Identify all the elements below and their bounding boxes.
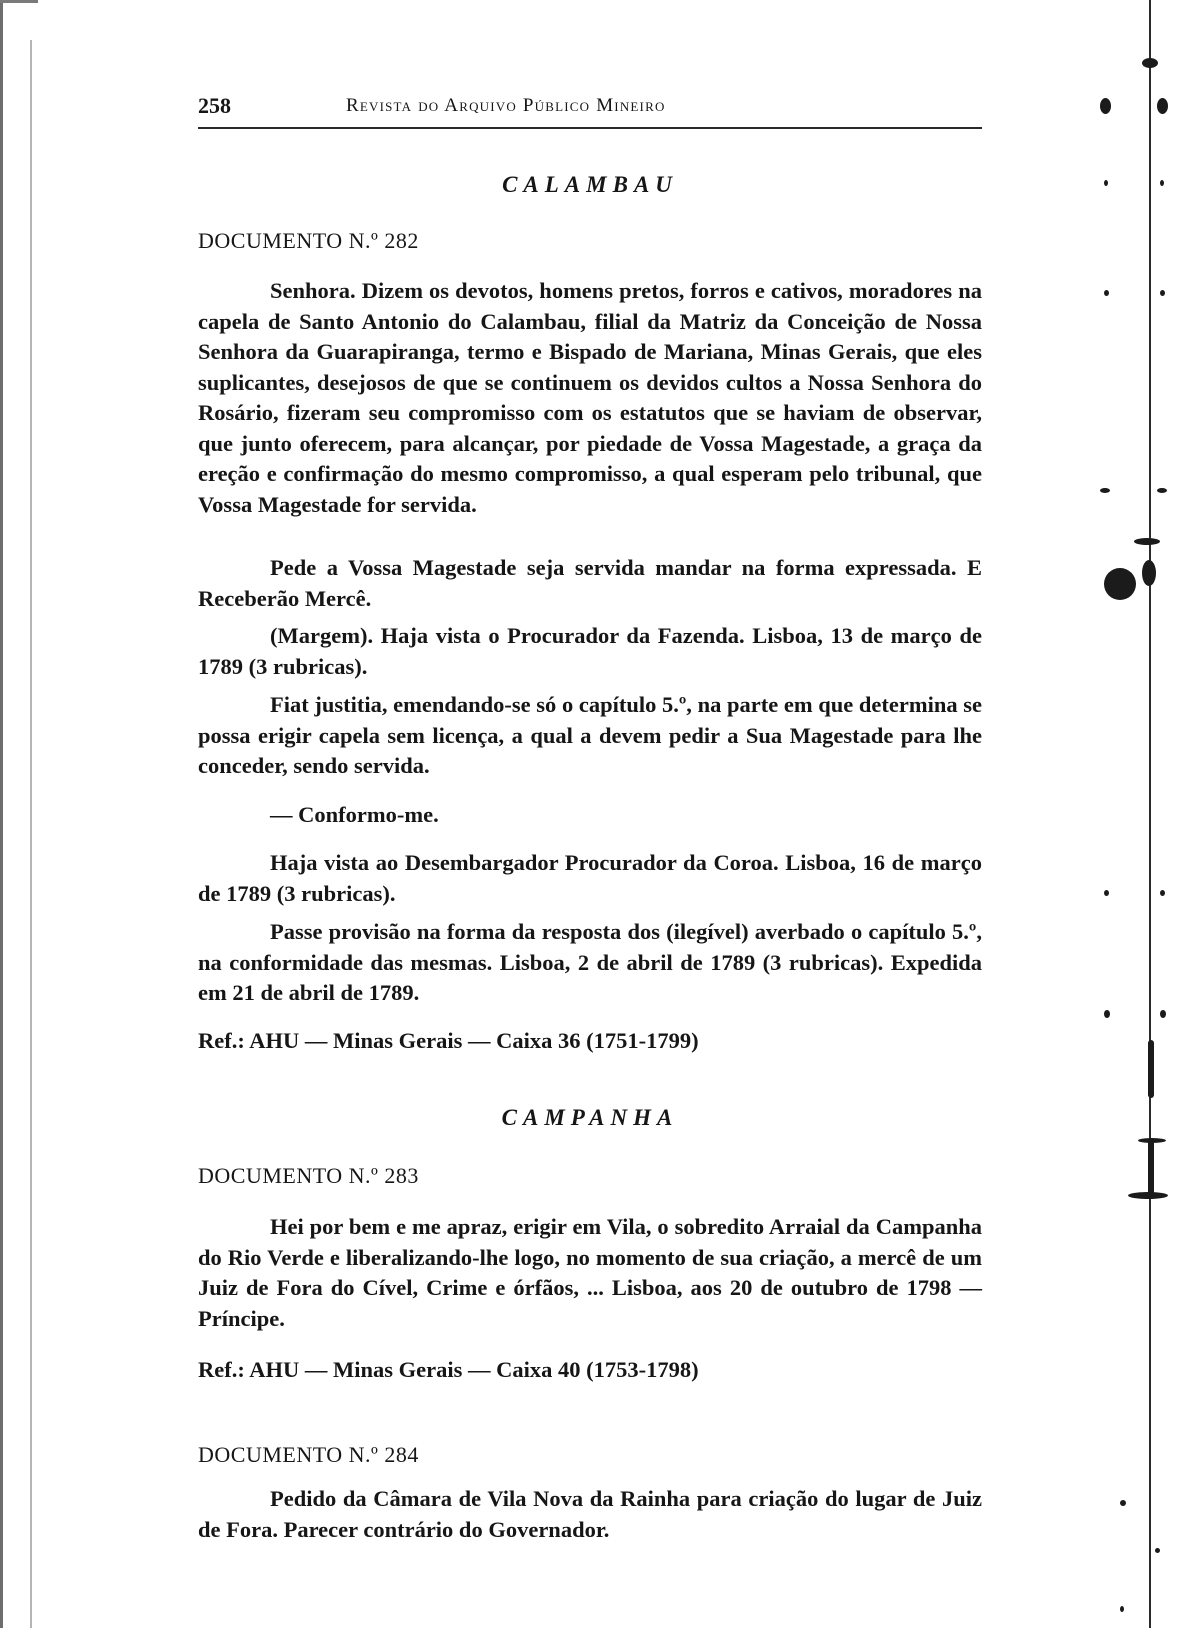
binding-mark	[1100, 98, 1111, 114]
document-heading-284: DOCUMENTO N.º 284	[198, 1442, 419, 1467]
binding-mark	[1160, 1010, 1166, 1018]
paragraph-passe-provisao: Passe provisão na forma da resposta dos (ilegível) averbado o capítulo 5.º, na conformidade das mesmas. Lisboa, 2 de abril de 1789 (3 rubricas). Expedida em 21 de abril de 1789.	[198, 919, 982, 1005]
paragraph-margin-note: (Margem). Haja vista o Procurador da Fazenda. Lisboa, 13 de março de 1789 (3 rubricas).	[198, 623, 982, 679]
binding-mark	[1100, 488, 1110, 493]
scan-left-edge	[0, 0, 3, 1628]
page-number: 258	[198, 93, 231, 118]
binding-mark	[1160, 180, 1164, 186]
binding-mark	[1128, 1192, 1168, 1199]
binding-mark	[1104, 890, 1109, 896]
reference-283: Ref.: AHU — Minas Gerais — Caixa 40 (1753-1798)	[198, 1357, 699, 1382]
running-header	[198, 93, 982, 129]
binding-mark	[1120, 1500, 1126, 1506]
binding-mark	[1134, 538, 1160, 545]
paragraph-vila-campanha: Hei por bem e me apraz, erigir em Vila, o sobredito Arraial da Campanha do Rio Verde e liberalizando-lhe logo, no momento de sua criação, a mercê de um Juiz de Fora do Cível, Crime e órfãos, ... Lisboa, aos 20 de outubro de 1798 — Príncipe.	[198, 1214, 982, 1331]
binding-mark	[1142, 58, 1158, 68]
paragraph-fiat-justitia: Fiat justitia, emendando-se só o capítulo 5.º, na parte em que determina se possa erigir capela sem licença, a qual a devem pedir a Sua Magestade para lhe conceder, sendo servida.	[198, 692, 982, 778]
reference-282: Ref.: AHU — Minas Gerais — Caixa 36 (1751-1799)	[198, 1028, 699, 1053]
scan-corner-mark	[0, 0, 38, 3]
document-heading-282: DOCUMENTO N.º 282	[198, 228, 419, 253]
document-heading-283: DOCUMENTO N.º 283	[198, 1163, 419, 1188]
journal-title: Revista do Arquivo Público Mineiro	[346, 95, 666, 116]
binding-mark	[1157, 488, 1167, 493]
paragraph-vila-nova-rainha: Pedido da Câmara de Vila Nova da Rainha para criação do lugar de Juiz de Fora. Parecer contrário do Governador.	[198, 1486, 982, 1542]
section-title-calambau: CALAMBAU	[502, 172, 678, 197]
paragraph-procurador-coroa: Haja vista ao Desembargador Procurador da Coroa. Lisboa, 16 de março de 1789 (3 rubricas).	[198, 850, 982, 906]
paragraph-conformo: — Conformo-me.	[270, 802, 439, 827]
binding-mark	[1142, 560, 1156, 586]
binding-mark	[1104, 568, 1136, 600]
binding-mark	[1104, 1010, 1110, 1018]
binding-mark	[1155, 1548, 1160, 1553]
binding-mark	[1157, 98, 1168, 114]
binding-mark	[1104, 290, 1109, 296]
binding-mark	[1104, 180, 1108, 186]
binding-mark	[1120, 1606, 1124, 1612]
binding-mark	[1160, 290, 1165, 296]
binding-mark	[1160, 890, 1165, 896]
binding-edge-line	[1149, 0, 1151, 1628]
binding-mark	[1148, 1140, 1154, 1196]
paragraph-petition: Senhora. Dizem os devotos, homens pretos, forros e cativos, moradores na capela de Santo Antonio do Calambau, filial da Matriz da Conceição de Nossa Senhora da Guarapiranga, termo e Bispado de Mariana, Minas Gerais, que eles suplicantes, desejosos de que se continuem os devidos cultos a Nossa Senhora do Rosário, fizeram seu compromisso com os estatutos que se haviam de observar, que junto oferecem, para alcançar, por piedade de Vossa Magestade, a graça da ereção e confirmação do mesmo compromisso, a qual esperam pelo tribunal, que Vossa Magestade for servida.	[198, 278, 982, 517]
scan-left-line	[30, 40, 32, 1628]
paragraph-request: Pede a Vossa Magestade seja servida mandar na forma expressada. E Receberão Mercê.	[198, 555, 982, 611]
section-title-campanha: CAMPANHA	[501, 1105, 679, 1130]
binding-mark	[1148, 1040, 1154, 1098]
